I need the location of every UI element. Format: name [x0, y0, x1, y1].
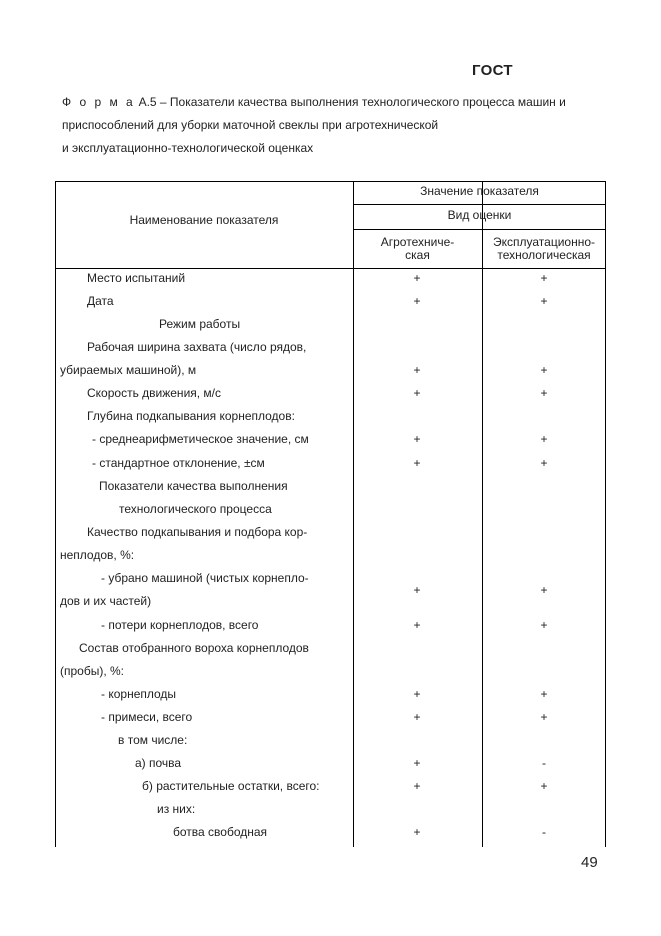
- row-text: б) растительные остатки, всего:: [142, 779, 320, 793]
- row-subheading: технологического процесса: [119, 502, 272, 516]
- caption-line-1: [62, 91, 566, 114]
- table-border-left: [55, 181, 56, 847]
- row-agro-mark: +: [413, 756, 421, 770]
- row-text: - среднеарифметическое значение, см: [92, 432, 309, 446]
- row-text: ботва свободная: [173, 825, 268, 839]
- row-agro-mark: +: [413, 583, 421, 597]
- row-expl-mark: -: [542, 756, 546, 770]
- row-agro-mark: +: [413, 386, 421, 400]
- row-expl-mark: +: [540, 363, 548, 377]
- row-expl-mark: +: [540, 618, 548, 632]
- header-line-1: [353, 204, 606, 205]
- row-text: Дата: [87, 294, 114, 308]
- caption-forma: Ф о р м а: [62, 95, 136, 109]
- row-expl-mark: +: [540, 271, 548, 285]
- row-text: Место испытаний: [87, 271, 186, 285]
- header-expl: [482, 236, 606, 262]
- row-expl-mark: +: [540, 294, 548, 308]
- row-text: - убрано машиной (чистых корнепло-: [101, 571, 309, 585]
- header-expl-line-2: технологическая: [497, 248, 591, 262]
- row-agro-mark: +: [413, 456, 421, 470]
- row-agro-mark: +: [413, 710, 421, 724]
- header-agro-line-2: ская: [405, 248, 430, 262]
- row-agro-mark: +: [413, 363, 421, 377]
- row-agro-mark: +: [413, 271, 421, 285]
- row-agro-mark: +: [413, 687, 421, 701]
- row-expl-mark: +: [540, 432, 548, 446]
- row-text: а) почва: [135, 756, 182, 770]
- row-expl-mark: +: [540, 386, 548, 400]
- row-expl-mark: +: [540, 456, 548, 470]
- indicators-table: [55, 181, 606, 847]
- row-subheading: Показатели качества выполнения: [99, 479, 288, 493]
- table-divider-agro: [482, 181, 483, 847]
- row-text: - потери корнеплодов, всего: [101, 618, 259, 632]
- caption-line-3: и эксплуатационно-технологической оценках: [62, 141, 314, 155]
- row-subheading: Режим работы: [159, 317, 241, 331]
- row-text: в том числе:: [118, 733, 188, 747]
- row-text: убираемых машиной), м: [60, 363, 197, 377]
- table-divider-name: [353, 181, 354, 847]
- header-agro: [353, 236, 482, 262]
- row-text: Глубина подкапывания корнеплодов:: [87, 409, 295, 423]
- header-kind: Вид оценки: [447, 208, 512, 222]
- row-agro-mark: +: [413, 779, 421, 793]
- table-border-right: [605, 181, 606, 847]
- row-agro-mark: +: [413, 825, 421, 839]
- row-agro-mark: +: [413, 618, 421, 632]
- caption-line-1-rest: А.5 – Показатели качества выполнения технологического процесса машин и: [135, 95, 566, 109]
- table-border-top: [55, 181, 606, 182]
- row-text: - корнеплоды: [101, 687, 177, 701]
- row-text: из них:: [157, 802, 196, 816]
- row-text: неплодов, %:: [60, 548, 135, 562]
- row-text: (пробы), %:: [60, 664, 125, 678]
- header-expl-line-1: Эксплуатационно-: [493, 235, 595, 249]
- header-name: Наименование показателя: [129, 213, 279, 227]
- header-line-bottom: [55, 268, 606, 269]
- header-agro-line-1: Агротехниче-: [380, 235, 455, 249]
- row-expl-mark: +: [540, 779, 548, 793]
- row-expl-mark: +: [540, 710, 548, 724]
- row-agro-mark: +: [413, 432, 421, 446]
- row-expl-mark: +: [540, 687, 548, 701]
- row-text: - стандартное отклонение, ±см: [92, 456, 265, 470]
- standard-label: ГОСТ: [472, 62, 513, 79]
- row-text: Рабочая ширина захвата (число рядов,: [87, 340, 307, 354]
- row-expl-mark: +: [540, 583, 548, 597]
- header-line-2: [353, 229, 606, 230]
- header-value: Значение показателя: [420, 184, 539, 198]
- page-number: 49: [581, 854, 598, 871]
- caption-line-2: приспособлений для уборки маточной свеклы при агротехнической: [62, 118, 439, 132]
- row-text: дов и их частей): [60, 594, 152, 608]
- form-caption: [62, 91, 566, 160]
- row-agro-mark: +: [413, 294, 421, 308]
- row-text: Состав отобранного вороха корнеплодов: [79, 641, 309, 655]
- row-expl-mark: -: [542, 825, 546, 839]
- row-text: Скорость движения, м/с: [87, 386, 222, 400]
- row-text: - примеси, всего: [101, 710, 193, 724]
- row-text: Качество подкапывания и подбора кор-: [87, 525, 308, 539]
